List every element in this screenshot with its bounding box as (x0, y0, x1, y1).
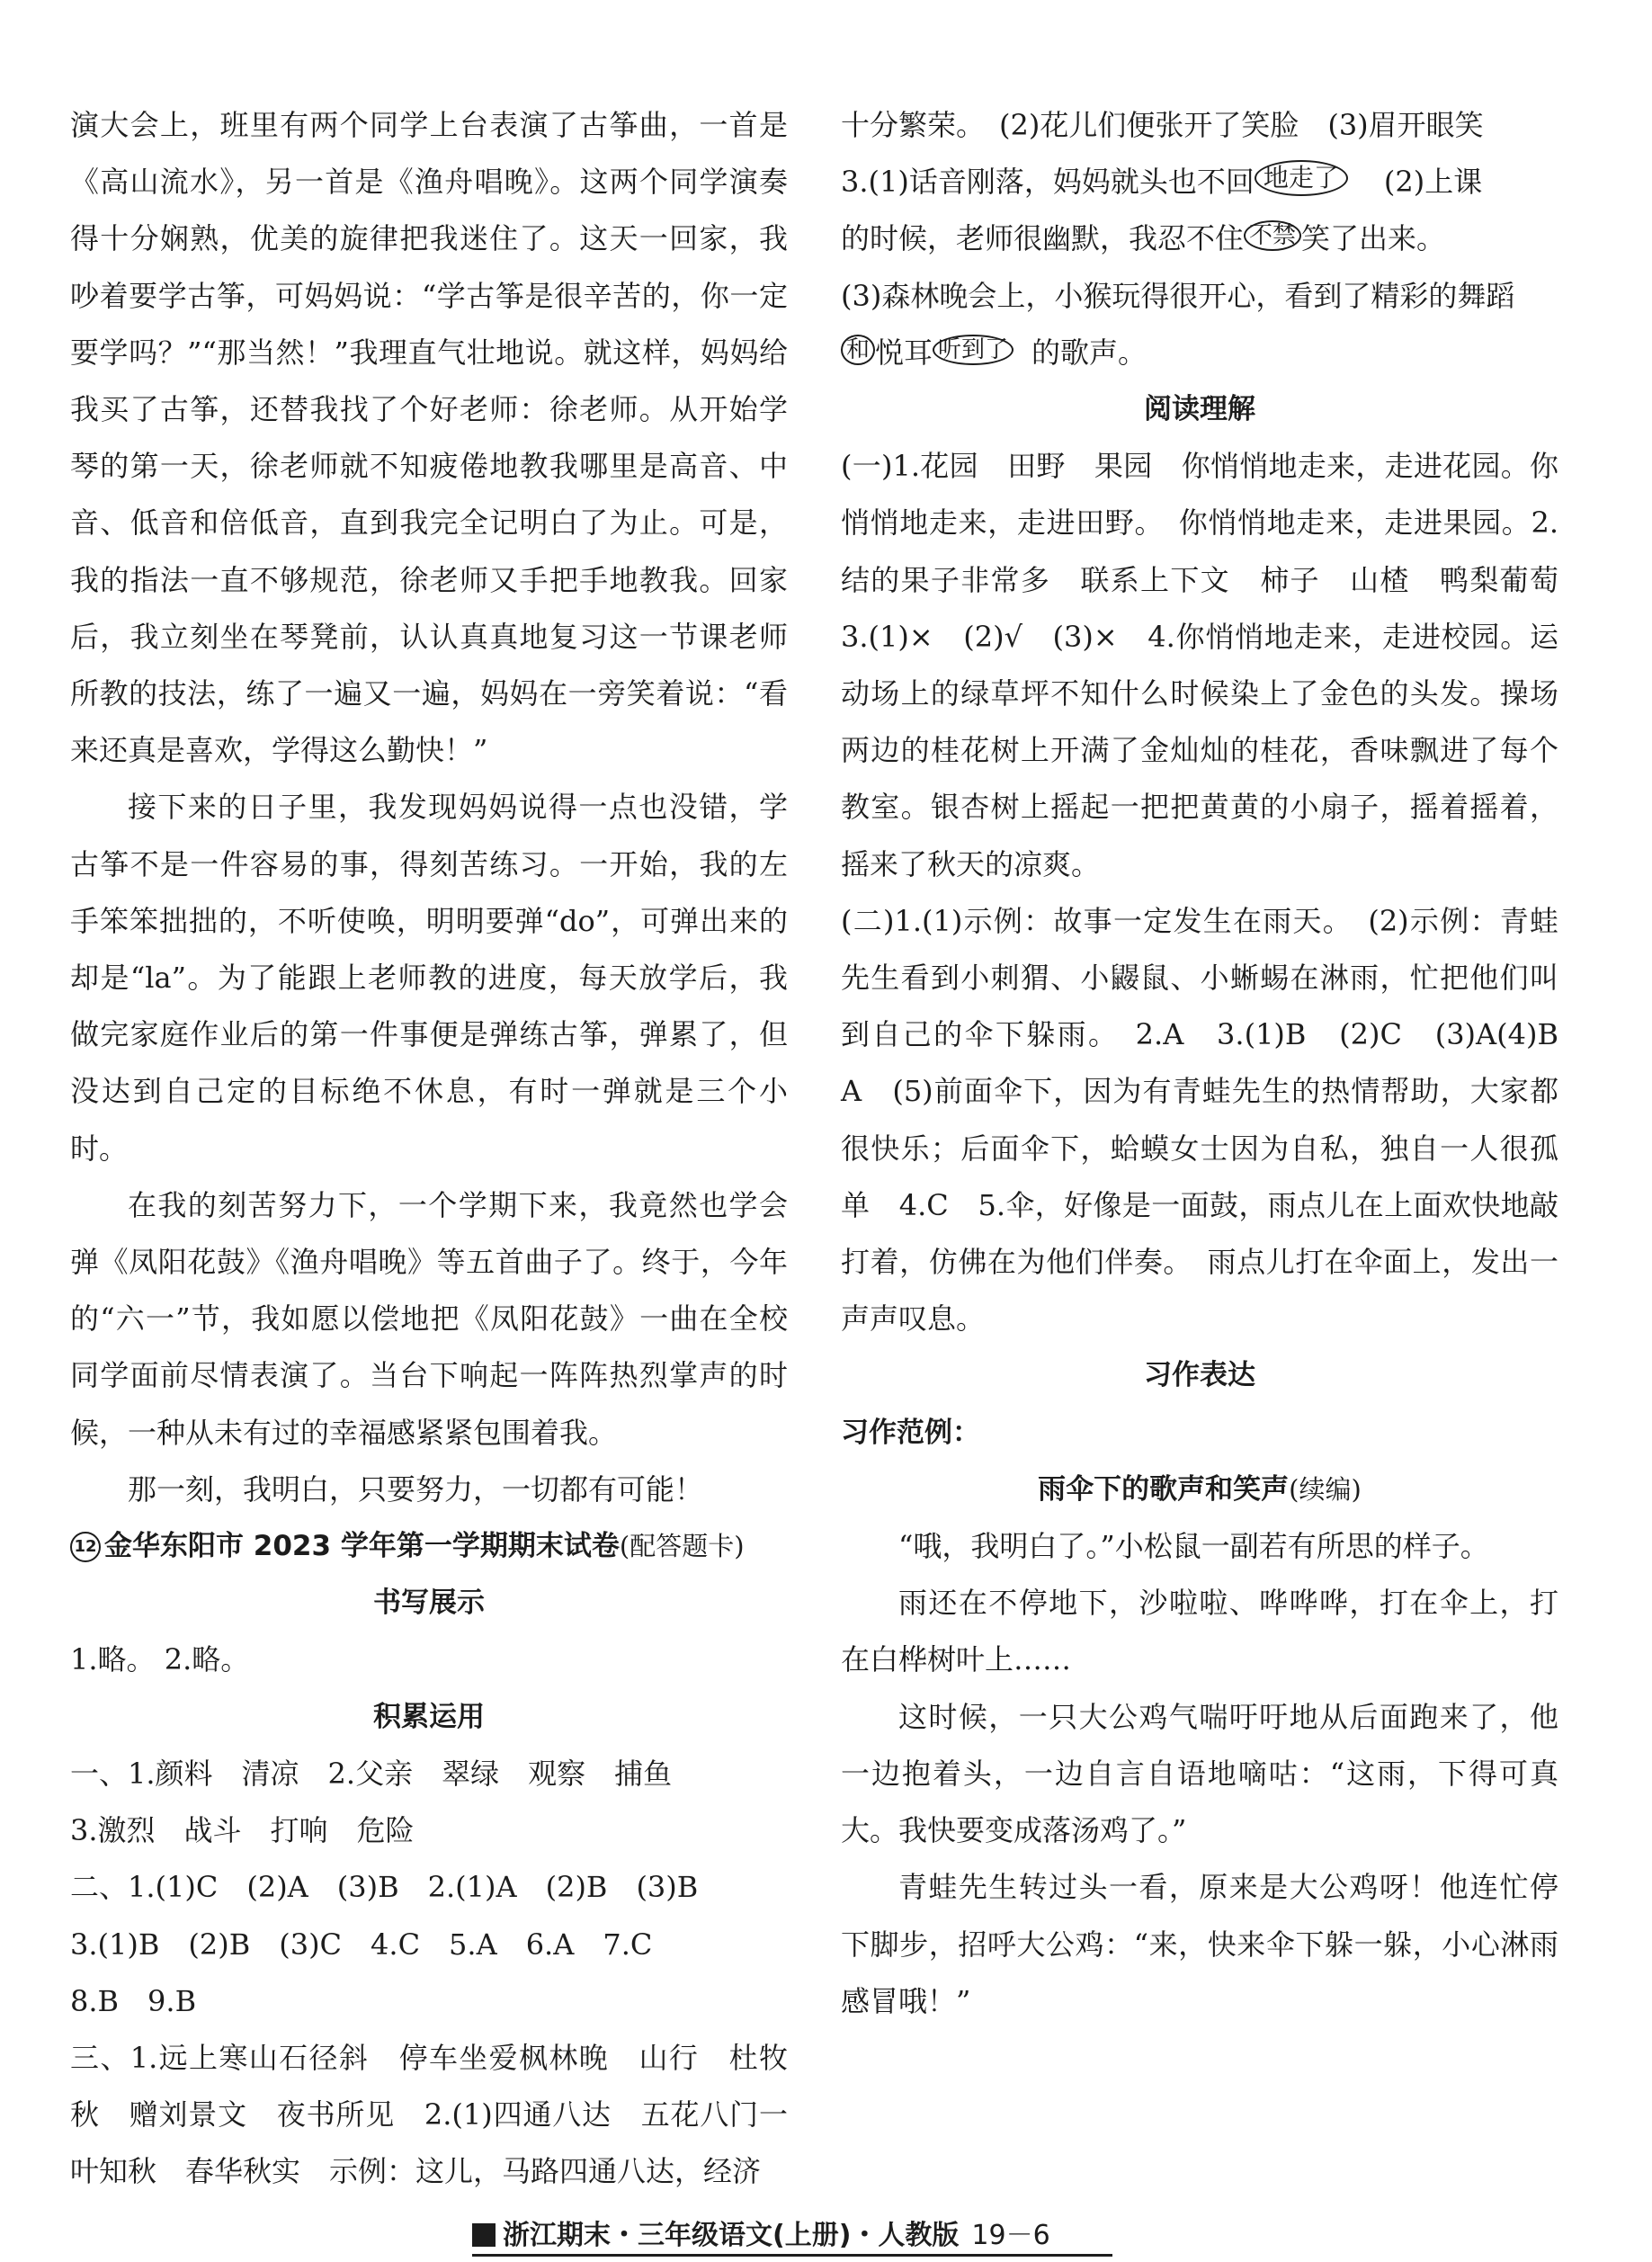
answer-line: 三、1.远上寒山石径斜 停车坐爱枫林晚 山行 杜牧秋 赠刘景文 夜书所见 2.(1)四通八达 五花八门一叶知秋 春华秋实 示例：这儿，马路四通八达，经济 (70, 2040, 788, 2189)
left-column (70, 97, 788, 2201)
footer-text: 浙江期末・三年级语文(上册)・人教版 (503, 2220, 960, 2251)
insertion-mark: 和 (841, 335, 875, 365)
section-heading-writing: 书写展示 (373, 1587, 485, 1620)
exam-note: (配答题卡) (619, 1531, 745, 1562)
correction-text: 笑了出来。 (1301, 221, 1446, 256)
story-paragraph-1: “哦，我明白了。”小松鼠一副若有所思的样子。 (898, 1529, 1489, 1564)
story-title-text: 雨伞下的歌声和笑声 (1038, 1472, 1290, 1506)
answer-line: 3.(1)B (2)B (3)C 4.C 5.A 6.A 7.C (70, 1927, 653, 1962)
correction-text: 悦耳 (875, 335, 933, 370)
answer-line: 8.B 9.B (70, 1983, 197, 2018)
essay-paragraph-2: 接下来的日子里，我发现妈妈说得一点也没错，学古筝不是一件容易的事，得刻苦练习。一开始，我的左手笨笨拙拙的，不听使唤，明明要弹“do”，可弹出来的却是“la”。为了能跟上老师教的进度，每天放学后，我做完家庭作业后的第一件事便是弹练古筝，弹累了，但没达到自己定的目标绝不休息，有时一弹就是三个小时。 (70, 790, 788, 1166)
exam-title: 金华东阳市 2023 学年第一学期期末试卷 (104, 1530, 620, 1563)
correction-text: 3.(1)话音刚落，妈妈就头也不回 (841, 165, 1255, 200)
answer-line: 二、1.(1)C (2)A (3)B 2.(1)A (2)B (3)B (70, 1870, 699, 1905)
sample-label: 习作范例： (841, 1416, 980, 1449)
essay-paragraph-4: 那一刻，我明白，只要努力，一切都有可能！ (128, 1471, 704, 1507)
story-paragraph-3: 这时候，一只大公鸡气喘吁吁地从后面跑来了，他一边抱着头，一边自言自语地嘀咕：“这雨，下得可真大。我快要变成落汤鸡了。” (841, 1699, 1558, 1848)
right-column (841, 97, 1588, 2030)
story-title (841, 1462, 1558, 1518)
correction-line-3: (3)森林晚会上，小猴玩得很开心，看到了精彩的舞蹈 (841, 278, 1515, 313)
correction-text: 的时候，老师很幽默，我忍不住 (841, 221, 1245, 256)
reading-answer-1: (一)1.花园 田野 果园 你悄悄地走来，走进花园。你悄悄地走来，走进田野。 你悄悄地走来，走进果园。2.结的果子非常多 联系上下文 柿子 山楂 鸭梨葡萄 3.(1)× (2)√ (3)× 4.你悄悄地走来，走进校园。运动场上的绿草坪不知什么时候染上了金色的头发。操场两边的桂花树上开满了金灿灿的桂花，香味飘进了每个教室。银杏树上摇起一把把黄黄的小扇子，摇着摇着，摇来了秋天的凉爽。 (841, 449, 1588, 881)
correction-text: (2)上课 (1383, 165, 1483, 200)
section-heading-composition: 习作表达 (1144, 1359, 1255, 1392)
story-paragraph-4: 青蛙先生转过头一看，原来是大公鸡呀！他连忙停下脚步，招呼大公鸡：“来，快来伞下躲一躲，小心淋雨感冒哦！” (841, 1870, 1558, 2018)
footer-block-icon (472, 2223, 496, 2247)
essay-paragraph-1: 演大会上，班里有两个同学上台表演了古筝曲，一首是《高山流水》，另一首是《渔舟唱晚》。这两个同学演奏得十分娴熟，优美的旋律把我迷住了。这天一回家，我吵着要学古筝，可妈妈说：“学古筝是很辛苦的，你一定要学吗？”“那当然！”我理直气壮地说。就这样，妈妈给我买了古筝，还替我找了个好老师：徐老师。从开始学琴的第一天，徐老师就不知疲倦地教我哪里是高音、中音、低音和倍低音，直到我完全记明白了为止。可是，我的指法一直不够规范，徐老师又手把手地教我。回家后，我立刻坐在琴凳前，认认真真地复习这一节课老师所教的技法，练了一遍又一遍，妈妈在一旁笑着说：“看来还真是喜欢，学得这么勤快！” (70, 108, 788, 768)
correction-text: 的歌声。 (1031, 335, 1147, 370)
insertion-mark: 不禁 (1244, 220, 1301, 251)
correction-line-4 (841, 325, 1558, 381)
exam-number-badge: 12 (70, 1532, 101, 1562)
correction-line-1 (841, 154, 1558, 210)
correction-line-2 (841, 210, 1558, 267)
answer-line: 一、1.颜料 清凉 2.父亲 翠绿 观察 捕鱼 (70, 1756, 673, 1791)
insertion-mark: 听到了 (933, 335, 1014, 365)
section-heading-accumulate: 积累运用 (373, 1700, 485, 1733)
insertion-mark: 地走了 (1255, 160, 1348, 196)
story-title-note: (续编) (1289, 1473, 1362, 1505)
section-heading-reading: 阅读理解 (1144, 393, 1255, 426)
page-number: 19－6 (971, 2220, 1050, 2251)
essay-paragraph-3: 在我的刻苦努力下，一个学期下来，我竟然也学会弹《凤阳花鼓》《渔舟唱晚》等五首曲子了。终于，今年的“六一”节，我如愿以偿地把《凤阳花鼓》一曲在全校同学面前尽情表演了。当台下响起一阵阵热烈掌声的时候，一种从未有过的幸福感紧紧包围着我。 (70, 1187, 788, 1450)
footer-rule (472, 2254, 1112, 2257)
writing-answer: 1.略。 2.略。 (70, 1642, 250, 1677)
page-footer (472, 2213, 1120, 2258)
exam-heading (70, 1518, 788, 1575)
reading-answer-2: (二)1.(1)示例：故事一定发生在雨天。 (2)示例：青蛙先生看到小刺猬、小鼹鼠、小蜥蜴在淋雨，忙把他们叫到自己的伞下躲雨。 2.A 3.(1)B (2)C (3)A(4)B A (5)前面伞下，因为有青蛙先生的热情帮助，大家都很快乐；后面伞下，蛤蟆女士因为自私，独自一人很孤单 4.C 5.伞，好像是一面鼓，雨点儿在上面欢快地敲打着，仿佛在为他们伴奏。 雨点儿打在伞面上，发出一声声叹息。 (841, 903, 1588, 1337)
story-paragraph-2: 雨还在不停地下，沙啦啦、哗哗哗，打在伞上，打在白桦树叶上…… (841, 1586, 1558, 1677)
answer-line: 3.激烈 战斗 打响 危险 (70, 1813, 415, 1848)
answer-line: 十分繁荣。 (2)花儿们便张开了笑脸 (3)眉开眼笑 (841, 108, 1484, 142)
